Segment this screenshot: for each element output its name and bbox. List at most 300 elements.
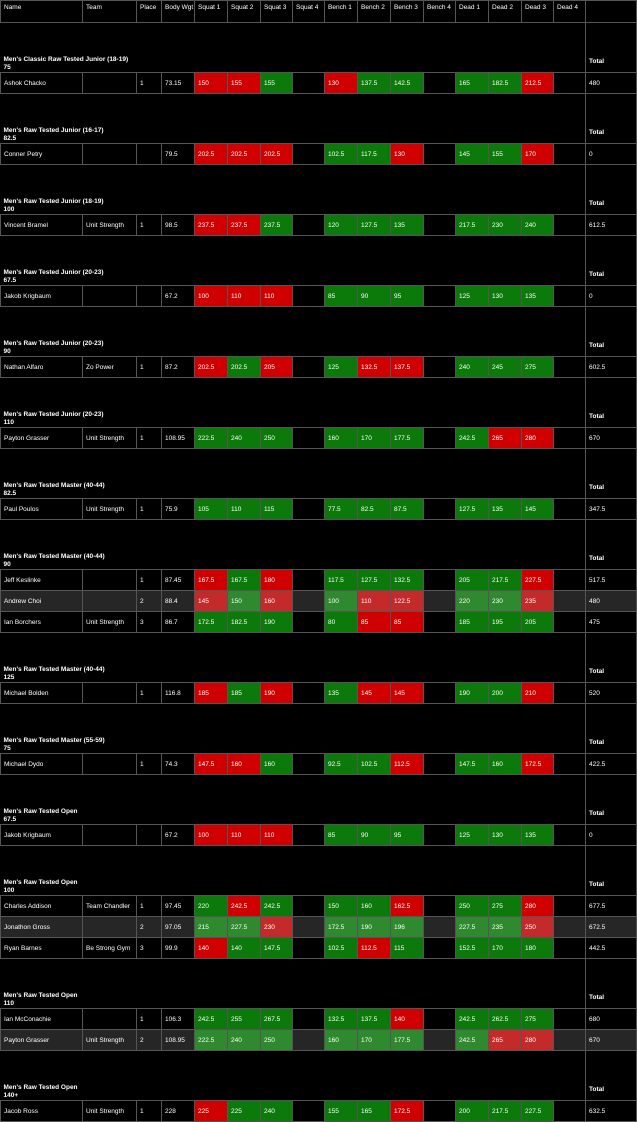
weight-class: 110 xyxy=(3,419,14,426)
category-row xyxy=(1,307,637,357)
attempt-cell xyxy=(293,612,325,633)
lifter-total: 0 xyxy=(586,286,637,307)
attempt-cell: 227.5 xyxy=(522,570,554,591)
attempt-cell xyxy=(554,896,586,917)
lifter-bodyweight: 74.3 xyxy=(162,754,195,775)
lifter-place: 1 xyxy=(137,499,162,520)
lifter-row[interactable] xyxy=(1,896,637,917)
attempt-cell xyxy=(293,499,325,520)
attempt-cell: 280 xyxy=(522,1030,554,1051)
attempt-cell: 230 xyxy=(489,591,522,612)
lifter-bodyweight: 108.95 xyxy=(162,428,195,449)
attempt-cell xyxy=(424,570,456,591)
attempt-cell: 160 xyxy=(489,754,522,775)
lifter-total: 0 xyxy=(586,825,637,846)
lifter-row[interactable] xyxy=(1,428,637,449)
total-label: Total xyxy=(586,23,637,73)
attempt-cell: 127.5 xyxy=(358,570,391,591)
attempt-cell: 200 xyxy=(489,683,522,704)
lifter-bodyweight: 108.95 xyxy=(162,1030,195,1051)
lifter-bodyweight: 228 xyxy=(162,1101,195,1122)
lifter-bodyweight: 99.9 xyxy=(162,938,195,959)
lifter-team xyxy=(83,1009,137,1030)
lifter-total: 602.5 xyxy=(586,357,637,378)
lifter-name: Payton Grasser xyxy=(1,428,83,449)
category-name: Men's Raw Tested Junior (20-23) xyxy=(3,340,104,347)
lifter-name: Jonathon Gross xyxy=(1,917,83,938)
total-label: Total xyxy=(586,1051,637,1101)
lifter-place xyxy=(137,144,162,165)
attempt-cell: 165 xyxy=(358,1101,391,1122)
column-header[interactable]: Squat 3 xyxy=(261,1,293,23)
attempt-cell: 222.5 xyxy=(195,1030,228,1051)
total-label: Total xyxy=(586,378,637,428)
lifter-row[interactable] xyxy=(1,144,637,165)
attempt-cell xyxy=(424,591,456,612)
attempt-cell: 200 xyxy=(456,1101,489,1122)
lifter-bodyweight: 87.45 xyxy=(162,570,195,591)
column-header[interactable]: Team xyxy=(83,1,137,23)
attempt-cell: 155 xyxy=(325,1101,358,1122)
attempt-cell: 130 xyxy=(391,144,424,165)
lifter-name: Ashok Chacko xyxy=(1,73,83,94)
category-header xyxy=(1,236,586,286)
lifter-team: Unit Strength xyxy=(83,1030,137,1051)
category-header xyxy=(1,378,586,428)
attempt-cell: 160 xyxy=(325,1030,358,1051)
category-name: Men's Raw Tested Open xyxy=(3,808,78,815)
category-row xyxy=(1,165,637,215)
lifter-name: Jacob Ross xyxy=(1,1101,83,1122)
category-row xyxy=(1,236,637,286)
category-row xyxy=(1,959,637,1009)
attempt-cell: 120 xyxy=(325,215,358,236)
attempt-cell xyxy=(293,428,325,449)
attempt-cell: 177.5 xyxy=(391,428,424,449)
lifter-row[interactable] xyxy=(1,357,637,378)
attempt-cell: 170 xyxy=(358,428,391,449)
attempt-cell: 162.5 xyxy=(391,896,424,917)
attempt-cell: 230 xyxy=(261,917,293,938)
attempt-cell: 267.5 xyxy=(261,1009,293,1030)
attempt-cell: 115 xyxy=(391,938,424,959)
lifter-place: 2 xyxy=(137,1030,162,1051)
lifter-team xyxy=(83,754,137,775)
category-name: Men's Classic Raw Tested Junior (18-19) xyxy=(3,56,129,63)
attempt-cell: 125 xyxy=(456,286,489,307)
attempt-cell: 125 xyxy=(325,357,358,378)
attempt-cell: 110 xyxy=(228,286,261,307)
lifter-name: Ryan Barnes xyxy=(1,938,83,959)
total-label: Total xyxy=(586,520,637,570)
lifter-place: 1 xyxy=(137,357,162,378)
category-name: Men's Raw Tested Junior (18-19) xyxy=(3,198,104,205)
column-header[interactable]: Squat 2 xyxy=(228,1,261,23)
category-header xyxy=(1,94,586,144)
attempt-cell: 240 xyxy=(456,357,489,378)
lifter-bodyweight: 87.2 xyxy=(162,357,195,378)
lifter-row[interactable] xyxy=(1,591,637,612)
attempt-cell: 102.5 xyxy=(325,938,358,959)
attempt-cell: 280 xyxy=(522,896,554,917)
attempt-cell: 122.5 xyxy=(391,591,424,612)
attempt-cell: 245 xyxy=(489,357,522,378)
attempt-cell xyxy=(554,825,586,846)
attempt-cell xyxy=(554,683,586,704)
attempt-cell: 210 xyxy=(522,683,554,704)
attempt-cell: 265 xyxy=(489,428,522,449)
attempt-cell: 105 xyxy=(195,499,228,520)
column-header[interactable]: Dead 3 xyxy=(522,1,554,23)
attempt-cell: 217.5 xyxy=(489,570,522,591)
attempt-cell: 225 xyxy=(195,1101,228,1122)
attempt-cell xyxy=(424,754,456,775)
attempt-cell xyxy=(293,896,325,917)
attempt-cell xyxy=(293,1009,325,1030)
column-header[interactable]: Bench 2 xyxy=(358,1,391,23)
category-name: Men's Raw Tested Junior (20-23) xyxy=(3,269,104,276)
attempt-cell: 155 xyxy=(261,73,293,94)
category-name: Men's Raw Tested Open xyxy=(3,879,78,886)
lifter-bodyweight: 67.2 xyxy=(162,286,195,307)
attempt-cell xyxy=(424,73,456,94)
category-name: Men's Raw Tested Master (40-44) xyxy=(3,666,105,673)
attempt-cell: 240 xyxy=(522,215,554,236)
lifter-row[interactable] xyxy=(1,570,637,591)
attempt-cell: 242.5 xyxy=(456,428,489,449)
lifter-name: Jakob Krigbaum xyxy=(1,286,83,307)
attempt-cell: 215 xyxy=(195,917,228,938)
lifter-team: Unit Strength xyxy=(83,215,137,236)
attempt-cell xyxy=(424,1009,456,1030)
lifter-team xyxy=(83,825,137,846)
category-name: Men's Raw Tested Master (55-59) xyxy=(3,737,105,744)
attempt-cell: 132.5 xyxy=(358,357,391,378)
lifter-row[interactable] xyxy=(1,938,637,959)
category-header xyxy=(1,23,586,73)
lifter-team xyxy=(83,73,137,94)
lifter-place: 2 xyxy=(137,591,162,612)
attempt-cell: 202.5 xyxy=(228,144,261,165)
attempt-cell: 145 xyxy=(391,683,424,704)
category-name: Men's Raw Tested Junior (20-23) xyxy=(3,411,104,418)
attempt-cell: 190 xyxy=(358,917,391,938)
attempt-cell: 242.5 xyxy=(195,1009,228,1030)
attempt-cell: 160 xyxy=(325,428,358,449)
total-label: Total xyxy=(586,704,637,754)
attempt-cell: 185 xyxy=(228,683,261,704)
total-label: Total xyxy=(586,307,637,357)
total-label: Total xyxy=(586,94,637,144)
category-header xyxy=(1,165,586,215)
attempt-cell: 235 xyxy=(522,591,554,612)
lifter-total: 520 xyxy=(586,683,637,704)
attempt-cell: 147.5 xyxy=(195,754,228,775)
attempt-cell xyxy=(554,938,586,959)
lifter-name: Nathan Alfaro xyxy=(1,357,83,378)
column-header[interactable]: Dead 2 xyxy=(489,1,522,23)
lifter-bodyweight: 98.5 xyxy=(162,215,195,236)
attempt-cell: 242.5 xyxy=(456,1009,489,1030)
attempt-cell: 172.5 xyxy=(195,612,228,633)
attempt-cell: 205 xyxy=(261,357,293,378)
total-label: Total xyxy=(586,165,637,215)
attempt-cell: 90 xyxy=(358,286,391,307)
attempt-cell: 137.5 xyxy=(391,357,424,378)
lifter-name: Ian Borchers xyxy=(1,612,83,633)
attempt-cell xyxy=(293,73,325,94)
attempt-cell xyxy=(554,144,586,165)
lifter-row[interactable] xyxy=(1,1101,637,1122)
weight-class: 67.5 xyxy=(3,277,17,284)
attempt-cell: 237.5 xyxy=(195,215,228,236)
category-name: Men's Raw Tested Master (40-44) xyxy=(3,553,105,560)
category-header xyxy=(1,633,586,683)
attempt-cell: 110 xyxy=(261,825,293,846)
lifter-place xyxy=(137,825,162,846)
lifter-place: 1 xyxy=(137,428,162,449)
lifter-total: 670 xyxy=(586,428,637,449)
attempt-cell: 130 xyxy=(489,286,522,307)
category-header xyxy=(1,307,586,357)
weight-class: 75 xyxy=(3,745,11,752)
lifter-total: 632.5 xyxy=(586,1101,637,1122)
attempt-cell: 240 xyxy=(228,428,261,449)
column-header[interactable]: Body Wgt xyxy=(162,1,195,23)
attempt-cell: 180 xyxy=(522,938,554,959)
attempt-cell xyxy=(554,1030,586,1051)
category-name: Men's Raw Tested Open xyxy=(3,1084,78,1091)
attempt-cell: 250 xyxy=(522,917,554,938)
column-header[interactable]: Bench 1 xyxy=(325,1,358,23)
attempt-cell xyxy=(293,144,325,165)
lifter-place: 1 xyxy=(137,215,162,236)
column-header[interactable]: Dead 1 xyxy=(456,1,489,23)
lifter-bodyweight: 73.15 xyxy=(162,73,195,94)
attempt-cell xyxy=(554,1101,586,1122)
attempt-cell: 140 xyxy=(391,1009,424,1030)
attempt-cell: 242.5 xyxy=(228,896,261,917)
lifter-name: Michael Dydo xyxy=(1,754,83,775)
lifter-team: Be Strong Gym xyxy=(83,938,137,959)
attempt-cell: 190 xyxy=(261,683,293,704)
attempt-cell xyxy=(554,428,586,449)
attempt-cell: 85 xyxy=(391,612,424,633)
attempt-cell xyxy=(293,215,325,236)
attempt-cell xyxy=(424,683,456,704)
attempt-cell xyxy=(293,591,325,612)
lifter-place: 3 xyxy=(137,612,162,633)
weight-class: 75 xyxy=(3,64,11,71)
column-header[interactable]: Squat 4 xyxy=(293,1,325,23)
lifter-bodyweight: 97.05 xyxy=(162,917,195,938)
lifter-place: 1 xyxy=(137,73,162,94)
attempt-cell: 180 xyxy=(261,570,293,591)
attempt-cell: 145 xyxy=(456,144,489,165)
attempt-cell: 240 xyxy=(228,1030,261,1051)
attempt-cell: 100 xyxy=(195,825,228,846)
lifter-name: Payton Grasser xyxy=(1,1030,83,1051)
attempt-cell xyxy=(554,1009,586,1030)
lifter-bodyweight: 106.3 xyxy=(162,1009,195,1030)
lifter-team xyxy=(83,144,137,165)
attempt-cell: 280 xyxy=(522,428,554,449)
lifter-team xyxy=(83,286,137,307)
attempt-cell: 85 xyxy=(325,286,358,307)
lifter-place: 2 xyxy=(137,917,162,938)
attempt-cell xyxy=(424,1030,456,1051)
category-header xyxy=(1,959,586,1009)
lifter-bodyweight: 75.9 xyxy=(162,499,195,520)
lifter-total: 0 xyxy=(586,144,637,165)
category-name: Men's Raw Tested Open xyxy=(3,992,78,999)
attempt-cell xyxy=(424,917,456,938)
attempt-cell: 150 xyxy=(228,591,261,612)
attempt-cell: 135 xyxy=(522,286,554,307)
attempt-cell: 110 xyxy=(261,286,293,307)
lifter-total: 670 xyxy=(586,1030,637,1051)
lifter-bodyweight: 97.45 xyxy=(162,896,195,917)
attempt-cell xyxy=(554,754,586,775)
attempt-cell: 85 xyxy=(325,825,358,846)
lifter-row[interactable] xyxy=(1,215,637,236)
lifter-team xyxy=(83,570,137,591)
attempt-cell xyxy=(424,357,456,378)
attempt-cell: 110 xyxy=(228,499,261,520)
attempt-cell: 195 xyxy=(489,612,522,633)
attempt-cell: 80 xyxy=(325,612,358,633)
attempt-cell: 147.5 xyxy=(261,938,293,959)
lifter-row[interactable] xyxy=(1,499,637,520)
attempt-cell: 212.5 xyxy=(522,73,554,94)
attempt-cell: 227.5 xyxy=(228,917,261,938)
lifter-row[interactable] xyxy=(1,825,637,846)
lifter-row[interactable] xyxy=(1,1030,637,1051)
category-header xyxy=(1,846,586,896)
lifter-total: 612.5 xyxy=(586,215,637,236)
attempt-cell xyxy=(293,825,325,846)
attempt-cell: 147.5 xyxy=(456,754,489,775)
category-header xyxy=(1,449,586,499)
attempt-cell: 265 xyxy=(489,1030,522,1051)
attempt-cell: 202.5 xyxy=(195,357,228,378)
column-header[interactable]: Bench 4 xyxy=(424,1,456,23)
attempt-cell: 142.5 xyxy=(391,73,424,94)
lifter-row[interactable] xyxy=(1,917,637,938)
lifter-row[interactable] xyxy=(1,73,637,94)
attempt-cell xyxy=(293,683,325,704)
attempt-cell xyxy=(424,428,456,449)
column-header[interactable]: Dead 4 xyxy=(554,1,586,23)
category-name: Men's Raw Tested Junior (16-17) xyxy=(3,127,104,134)
lifter-row[interactable] xyxy=(1,754,637,775)
attempt-cell: 85 xyxy=(358,612,391,633)
attempt-cell: 220 xyxy=(195,896,228,917)
lifter-team: Zo Power xyxy=(83,357,137,378)
attempt-cell: 275 xyxy=(489,896,522,917)
attempt-cell xyxy=(554,215,586,236)
weight-class: 90 xyxy=(3,348,11,355)
attempt-cell: 227.5 xyxy=(522,1101,554,1122)
attempt-cell xyxy=(293,754,325,775)
column-header[interactable]: Place xyxy=(137,1,162,23)
lifter-place: 1 xyxy=(137,1101,162,1122)
lifter-row[interactable] xyxy=(1,612,637,633)
attempt-cell: 137.5 xyxy=(358,1009,391,1030)
attempt-cell: 185 xyxy=(456,612,489,633)
column-header[interactable]: Squat 1 xyxy=(195,1,228,23)
attempt-cell: 112.5 xyxy=(391,754,424,775)
attempt-cell: 240 xyxy=(261,1101,293,1122)
attempt-cell xyxy=(424,215,456,236)
attempt-cell xyxy=(424,144,456,165)
attempt-cell xyxy=(293,917,325,938)
total-label: Total xyxy=(586,449,637,499)
attempt-cell: 235 xyxy=(489,917,522,938)
header-row xyxy=(1,1,637,23)
lifter-name: Andrew Choi xyxy=(1,591,83,612)
attempt-cell xyxy=(293,1101,325,1122)
attempt-cell: 77.5 xyxy=(325,499,358,520)
lifter-place: 1 xyxy=(137,683,162,704)
lifter-bodyweight: 79.5 xyxy=(162,144,195,165)
lifter-total: 480 xyxy=(586,73,637,94)
attempt-cell xyxy=(424,938,456,959)
attempt-cell: 160 xyxy=(261,591,293,612)
attempt-cell: 237.5 xyxy=(261,215,293,236)
attempt-cell: 117.5 xyxy=(358,144,391,165)
lifter-team: Unit Strength xyxy=(83,499,137,520)
lifter-bodyweight: 88.4 xyxy=(162,591,195,612)
attempt-cell xyxy=(424,1101,456,1122)
attempt-cell: 115 xyxy=(261,499,293,520)
lifter-place xyxy=(137,286,162,307)
lifter-name: Paul Poulos xyxy=(1,499,83,520)
category-row xyxy=(1,775,637,825)
attempt-cell: 220 xyxy=(456,591,489,612)
attempt-cell: 172.5 xyxy=(325,917,358,938)
attempt-cell xyxy=(293,1030,325,1051)
attempt-cell: 145 xyxy=(522,499,554,520)
total-label: Total xyxy=(586,633,637,683)
weight-class: 82.5 xyxy=(3,490,17,497)
attempt-cell: 172.5 xyxy=(391,1101,424,1122)
lifter-row[interactable] xyxy=(1,286,637,307)
attempt-cell xyxy=(554,286,586,307)
attempt-cell: 132.5 xyxy=(391,570,424,591)
attempt-cell: 102.5 xyxy=(358,754,391,775)
attempt-cell: 135 xyxy=(325,683,358,704)
lifter-row[interactable] xyxy=(1,683,637,704)
attempt-cell xyxy=(554,499,586,520)
attempt-cell: 150 xyxy=(195,73,228,94)
attempt-cell: 205 xyxy=(522,612,554,633)
attempt-cell: 185 xyxy=(195,683,228,704)
attempt-cell xyxy=(293,570,325,591)
lifter-row[interactable] xyxy=(1,1009,637,1030)
lifter-place: 1 xyxy=(137,896,162,917)
attempt-cell: 127.5 xyxy=(456,499,489,520)
attempt-cell xyxy=(293,286,325,307)
lifter-team: Unit Strength xyxy=(83,428,137,449)
attempt-cell: 196 xyxy=(391,917,424,938)
column-header[interactable]: Name xyxy=(1,1,83,23)
attempt-cell xyxy=(554,570,586,591)
column-header[interactable] xyxy=(586,1,637,23)
attempt-cell: 165 xyxy=(456,73,489,94)
column-header[interactable]: Bench 3 xyxy=(391,1,424,23)
category-row xyxy=(1,449,637,499)
